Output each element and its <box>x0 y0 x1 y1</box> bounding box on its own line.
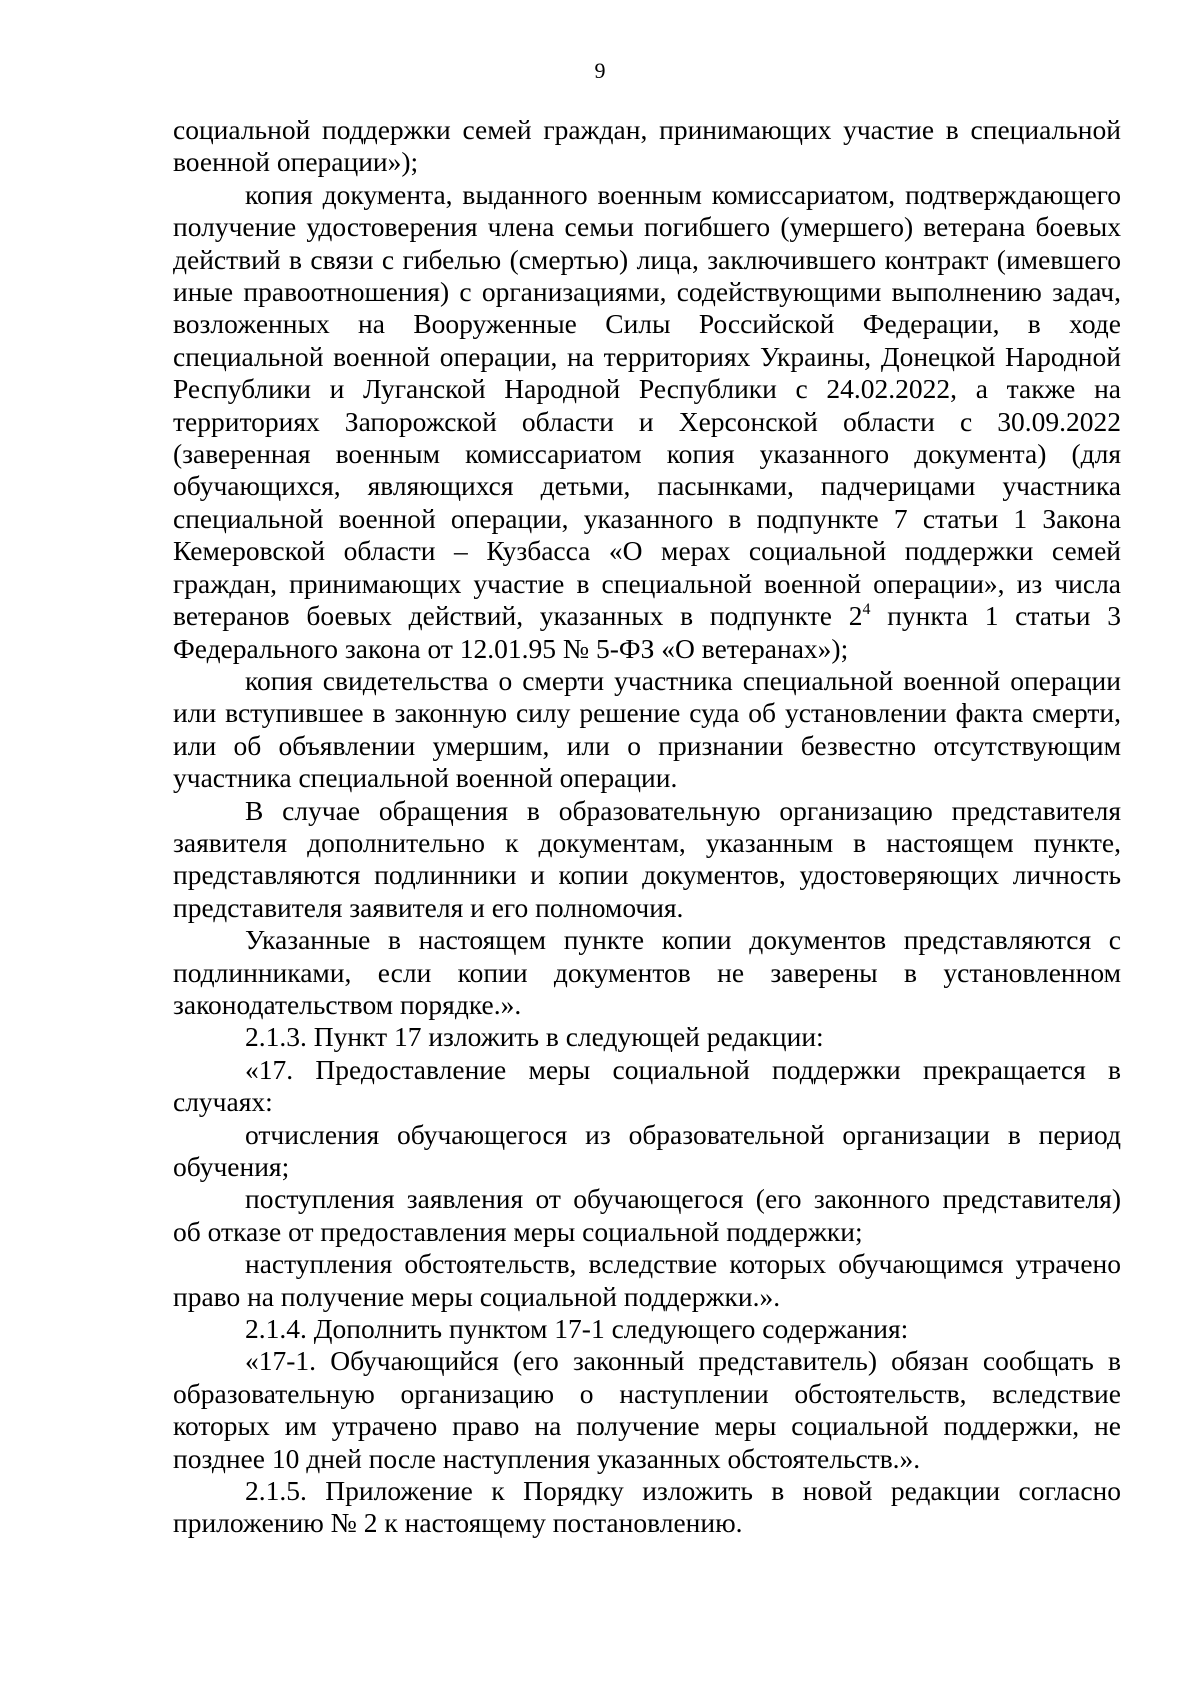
page-number: 9 <box>594 58 606 83</box>
paragraph: «17. Предоставление меры социальной поддержки прекращается в случаях: <box>173 1053 1121 1118</box>
paragraph-text: копия документа, выданного военным комиссариатом, подтверждающего получение удостоверения члена семьи погибшего (умершего) ветерана боевых действий в связи с гибелью (смертью) лица, заключившего контракт (имевшего иные правоотношения) с организациями, содействующими выполнению задач, возложенных на Вооруженные Силы Российской Федерации, в ходе специальной военной операции, на территориях Украины, Донецкой Народной Республики и Луганской Народной Республики с 24.02.2022, а также на территориях Запорожской области и Херсонской области с 30.09.2022 (заверенная военным комиссариатом копия указанного документа) (для обучающихся, являющихся детьми, пасынками, падчерицами участника специальной военной операции, указанного в подпункте 7 статьи 1 Закона Кемеровской области – Кузбасса «О мерах социальной поддержки семей граждан, принимающих участие в специальной военной операции», из числа ветеранов боевых действий, указанных в подпункте 2 <box>173 178 1121 632</box>
paragraph: наступления обстоятельств, вследствие которых обучающимся утрачено право на получение меры социальной поддержки.». <box>173 1248 1121 1312</box>
paragraph: 2.1.4. Дополнить пунктом 17-1 следующего содержания: <box>245 1313 909 1345</box>
paragraph <box>173 179 1121 665</box>
paragraph: 2.1.5. Приложение к Порядку изложить в новой редакции согласно приложению № 2 к настоящему постановлению. <box>173 1475 1121 1539</box>
paragraph: Указанные в настоящем пункте копии документов представляются с подлинниками, если копии документов не заверены в установленном законодательством порядке.». <box>173 924 1121 1020</box>
paragraph: «17-1. Обучающийся (его законный представитель) обязан сообщать в образовательную организацию о наступлении обстоятельств, вследствие которых им утрачено право на получение меры социальной поддержки, не позднее 10 дней после наступления указанных обстоятельств.». <box>173 1345 1121 1474</box>
paragraph: социальной поддержки семей граждан, принимающих участие в специальной военной операции»); <box>173 114 1121 178</box>
superscript: 4 <box>862 601 871 619</box>
document-body <box>173 114 1121 1540</box>
paragraph: отчисления обучающегося из образовательной организации в период обучения; <box>173 1118 1121 1182</box>
paragraph: В случае обращения в образовательную организацию представителя заявителя дополнительно к документам, указанным в настоящем пункте, представляются подлинники и копии документов, удостоверяющих личность представителя заявителя и его полномочия. <box>173 794 1121 923</box>
paragraph: копия свидетельства о смерти участника специальной военной операции или вступившее в законную силу решение суда об установлении факта смерти, или об объявлении умершим, или о признании безвестно отсутствующим участника специальной военной операции. <box>173 664 1121 794</box>
paragraph-text: пункта 1 статьи 3 Федерального закона от 12.01.95 № 5-ФЗ «О ветеранах»); <box>173 600 1121 664</box>
paragraph: поступления заявления от обучающегося (его законного представителя) об отказе от предоставления меры социальной поддержки; <box>173 1183 1121 1247</box>
paragraph: 2.1.3. Пункт 17 изложить в следующей редакции: <box>245 1021 824 1053</box>
